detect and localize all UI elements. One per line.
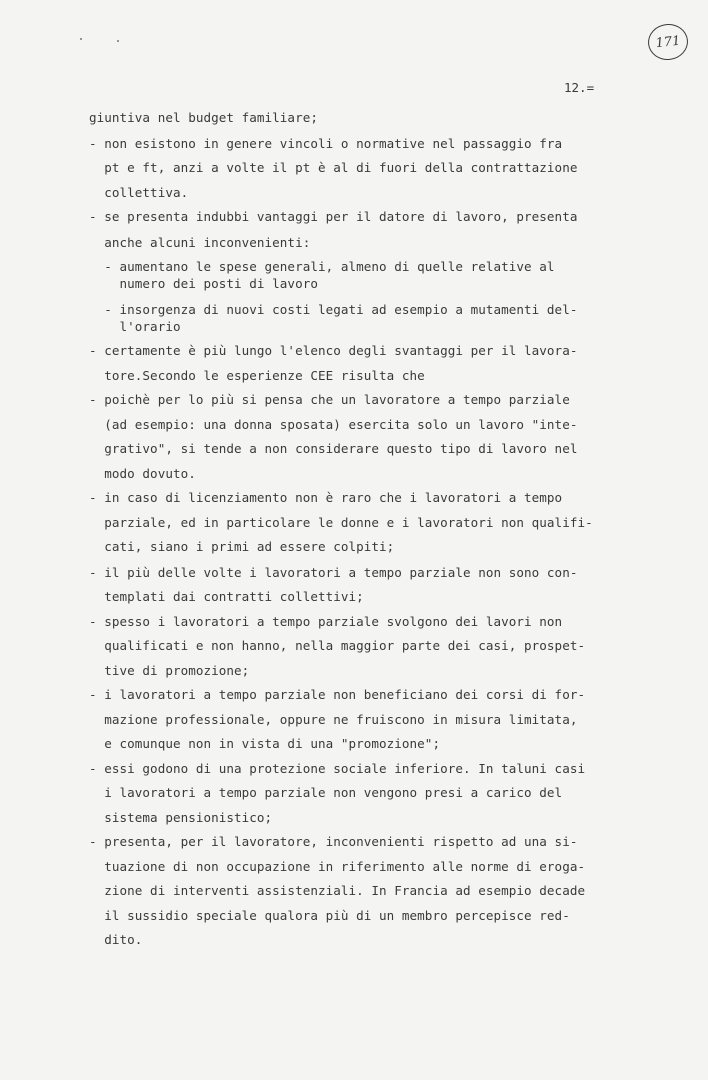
text-line: - spesso i lavoratori a tempo parziale svolgono dei lavori non bbox=[89, 614, 563, 629]
text-line: - se presenta indubbi vantaggi per il datore di lavoro, presenta bbox=[89, 209, 578, 224]
text-line: il sussidio speciale qualora più di un membro percepisce red- bbox=[89, 908, 570, 923]
text-line: - i lavoratori a tempo parziale non beneficiano dei corsi di for- bbox=[89, 687, 586, 702]
text-line: giuntiva nel budget familiare; bbox=[89, 110, 318, 125]
text-line: (ad esempio: una donna sposata) esercita solo un lavoro "inte- bbox=[89, 417, 578, 432]
text-line: anche alcuni inconvenienti: bbox=[89, 235, 311, 250]
text-line: zione di interventi assistenziali. In Francia ad esempio decade bbox=[89, 883, 586, 898]
text-line: - certamente è più lungo l'elenco degli svantaggi per il lavora- bbox=[89, 343, 578, 358]
text-line: - presenta, per il lavoratore, inconvenienti rispetto ad una si- bbox=[89, 834, 578, 849]
text-line: tive di promozione; bbox=[89, 663, 250, 678]
text-line: mazione professionale, oppure ne fruiscono in misura limitata, bbox=[89, 712, 578, 727]
speck bbox=[80, 38, 82, 40]
text-line: sistema pensionistico; bbox=[89, 810, 273, 825]
text-line: tuazione di non occupazione in riferimento alle norme di eroga- bbox=[89, 859, 586, 874]
text-line: - poichè per lo più si pensa che un lavoratore a tempo parziale bbox=[89, 392, 570, 407]
text-line: - essi godono di una protezione sociale inferiore. In taluni casi bbox=[89, 761, 586, 776]
text-line: dito. bbox=[89, 932, 143, 947]
text-line: cati, siano i primi ad essere colpiti; bbox=[89, 539, 395, 554]
text-line: grativo", si tende a non considerare questo tipo di lavoro nel bbox=[89, 441, 578, 456]
text-line: i lavoratori a tempo parziale non vengono presi a carico del bbox=[89, 785, 563, 800]
text-line: parziale, ed in particolare le donne e i lavoratori non qualifi- bbox=[89, 515, 593, 530]
text-line: numero dei posti di lavoro bbox=[89, 276, 318, 291]
text-line: l'orario bbox=[89, 319, 181, 334]
text-line: - in caso di licenziamento non è raro che i lavoratori a tempo bbox=[89, 490, 563, 505]
text-line: - aumentano le spese generali, almeno di quelle relative al bbox=[89, 259, 555, 274]
archive-stamp: 171 bbox=[646, 22, 690, 62]
text-line: tore.Secondo le esperienze CEE risulta che bbox=[89, 368, 425, 383]
text-line: pt e ft, anzi a volte il pt è al di fuori della contrattazione bbox=[89, 160, 578, 175]
text-line: - insorgenza di nuovi costi legati ad esempio a mutamenti del- bbox=[89, 302, 578, 317]
text-line: - non esistono in genere vincoli o normative nel passaggio fra bbox=[89, 136, 563, 151]
text-line: e comunque non in vista di una "promozione"; bbox=[89, 736, 441, 751]
text-line: qualificati e non hanno, nella maggior parte dei casi, prospet- bbox=[89, 638, 586, 653]
page-number: 12.= bbox=[564, 80, 595, 95]
text-line: collettiva. bbox=[89, 185, 189, 200]
text-line: modo dovuto. bbox=[89, 466, 196, 481]
text-line: - il più delle volte i lavoratori a tempo parziale non sono con- bbox=[89, 565, 578, 580]
speck bbox=[117, 40, 119, 42]
text-line: templati dai contratti collettivi; bbox=[89, 589, 364, 604]
